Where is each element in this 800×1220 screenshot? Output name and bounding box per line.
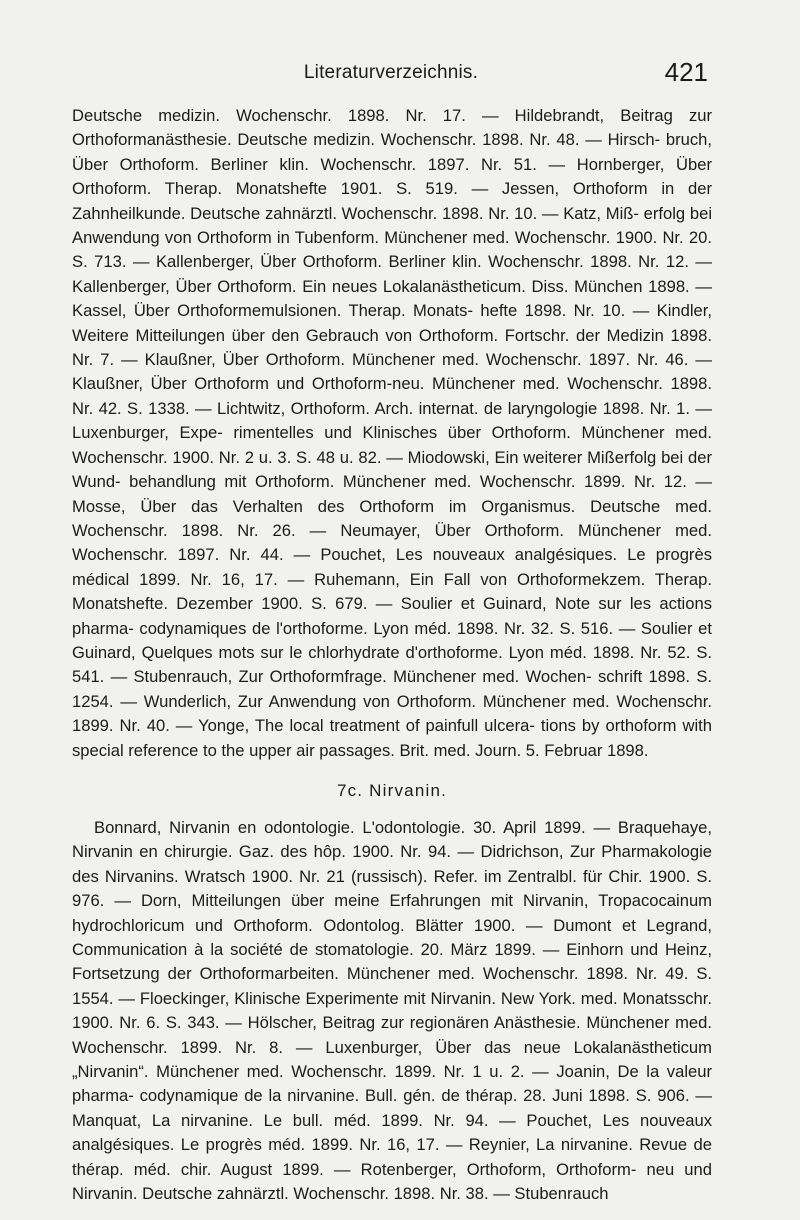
bibliography-paragraph-orthoform: Deutsche medizin. Wochenschr. 1898. Nr. 17. — Hildebrandt, Beitrag zur Orthoformanästhesie. Deutsche medizin. Wochenschr. 1898. Nr. 48. — Hirsch- bruch, Über Orthoform. Berliner klin. Wochenschr. 1897. Nr. 51. — Hornberger, Über Orthoform. Therap. Monatshefte 1901. S. 519. — Jessen, Orthoform in der Zahnheilkunde. Deutsche zahnärztl. Wochenschr. 1898. Nr. 10. — Katz, Miß- erfolg bei Anwendung von Orthoform in Tubenform. Münchener med. Wochenschr. 1900. Nr. 20. S. 713. — Kallenberger, Über Orthoform. Berliner klin. Wochenschr. 1898. Nr. 12. — Kallenberger, Über Orthoform. Ein neues Lokalanästheticum. Diss. München 1898. — Kassel, Über Orthoformemulsionen. Therap. Monats- hefte 1898. Nr. 10. — Kindler, Weitere Mitteilungen über den Gebrauch von Orthoform. Fortschr. der Medizin 1898. Nr. 7. — Klaußner, Über Orthoform. Münchener med. Wochenschr. 1897. Nr. 46. — Klaußner, Über Orthoform und Orthoform-neu. Münchener med. Wochenschr. 1898. Nr. 42. S. 1338. — Lichtwitz, Orthoform. Arch. internat. de laryngologie 1898. Nr. 1. — Luxenburger, Expe- rimentelles und Klinisches über Orthoform. Münchener med. Wochenschr. 1900. Nr. 2 u. 3. S. 48 u. 82. — Miodowski, Ein weiterer Mißerfolg bei der Wund- behandlung mit Orthoform. Münchener med. Wochenschr. 1899. Nr. 12. — Mosse, Über das Verhalten des Orthoform im Organismus. Deutsche med. Wochenschr. 1898. Nr. 26. — Neumayer, Über Orthoform. Münchener med. Wochenschr. 1897. Nr. 44. — Pouchet, Les nouveaux analgésiques. Le progrès médical 1899. Nr. 16, 17. — Ruhemann, Ein Fall von Orthoformekzem. Therap. Monatshefte. Dezember 1900. S. 679. — Soulier et Guinard, Note sur les actions pharma- codynamiques de l'orthoforme. Lyon méd. 1898. Nr. 32. S. 516. — Soulier et Guinard, Quelques mots sur le chlorhydrate d'orthoforme. Lyon méd. 1898. Nr. 52. S. 541. — Stubenrauch, Zur Orthoformfrage. Münchener med. Wochen- schrift 1898. S. 1254. — Wunderlich, Zur Anwendung von Orthoform. Münchener med. Wochenschr. 1899. Nr. 40. — Yonge, The local treatment of painfull ulcera- tions by orthoform with special reference to the upper air passages. Brit. med. Journ. 5. Februar 1898.	[72, 106, 712, 760]
bibliography-paragraph-nirvanin: Bonnard, Nirvanin en odontologie. L'odontologie. 30. April 1899. — Braquehaye, Nirvanin en chirurgie. Gaz. des hôp. 1900. Nr. 94. — Didrichson, Zur Pharmakologie des Nirvanins. Wratsch 1900. Nr. 21 (russisch). Refer. im Zentralbl. für Chir. 1900. S. 976. — Dorn, Mitteilungen über meine Erfahrungen mit Nirvanin, Tropacocainum hydrochloricum und Orthoform. Odontolog. Blätter 1900. — Dumont et Legrand, Communication à la société de stomatologie. 20. März 1899. — Einhorn und Heinz, Fortsetzung der Orthoformarbeiten. Münchener med. Wochenschr. 1898. Nr. 49. S. 1554. — Floeckinger, Klinische Experimente mit Nirvanin. New York. med. Monatsschr. 1900. Nr. 6. S. 343. — Hölscher, Beitrag zur regionären Anästhesie. Münchener med. Wochenschr. 1899. Nr. 8. — Luxenburger, Über das neue Lokalanästheticum „Nirvanin“. Münchener med. Wochenschr. 1899. Nr. 1 u. 2. — Joanin, De la valeur pharma- codynamique de la nirvanine. Bull. gén. de thérap. 28. Juni 1898. S. 906. — Manquat, La nirvanine. Le bull. méd. 1899. Nr. 94. — Pouchet, Les nouveaux analgésiques. Le progrès méd. 1899. Nr. 16, 17. — Reynier, La nirvanine. Revue de thérap. méd. chir. August 1899. — Rotenberger, Orthoform, Orthoform- neu und Nirvanin. Deutsche zahnärztl. Wochenschr. 1898. Nr. 38. — Stubenrauch	[72, 817, 712, 1204]
running-title: Literaturverzeichnis.	[303, 62, 479, 83]
running-header	[74, 54, 708, 94]
page-number: 421	[664, 57, 708, 87]
section-heading-nirvanin: 7c. Nirvanin.	[336, 780, 448, 800]
bibliography-body	[72, 104, 712, 1206]
